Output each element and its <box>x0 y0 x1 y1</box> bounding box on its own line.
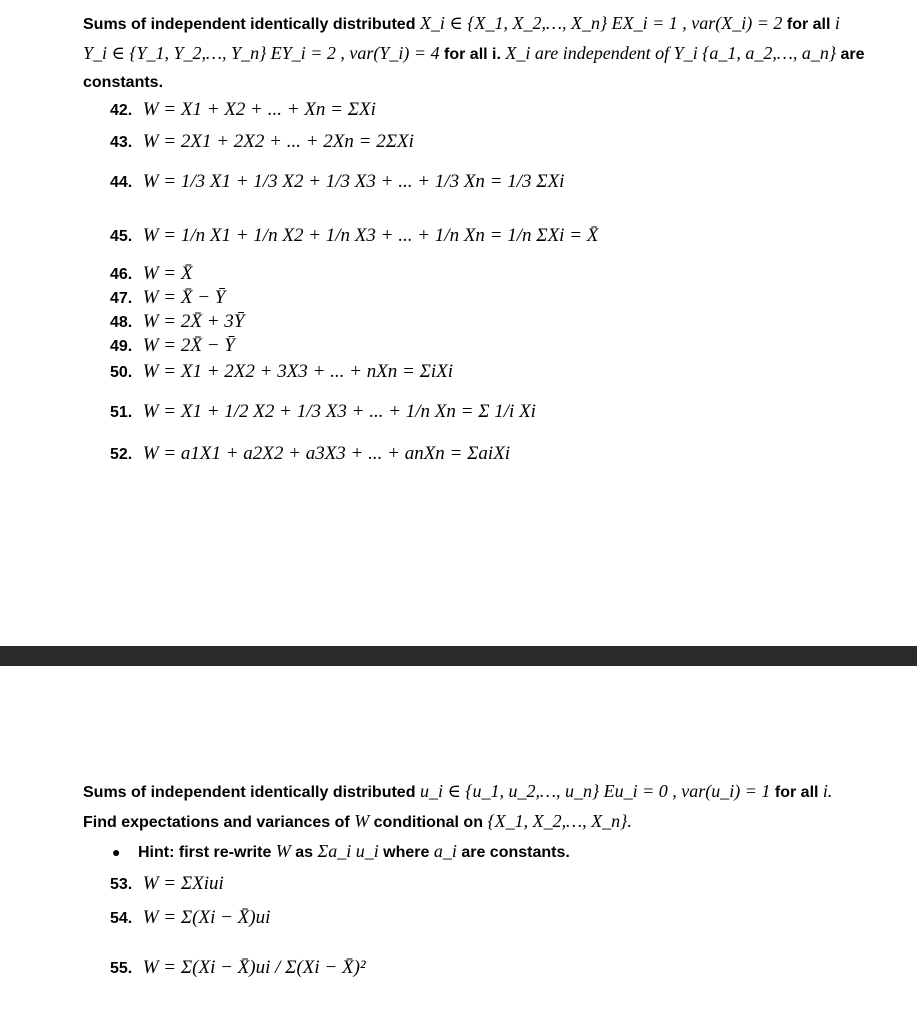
header-line-2 <box>83 42 865 66</box>
header-math: u_i ∈ {u_1, u_2,…, u_n} Eu_i = 0 , var(u_i) = 1 <box>419 781 771 801</box>
list-item <box>110 442 510 467</box>
list-item <box>110 310 244 335</box>
item-number: 50. <box>110 364 133 381</box>
item-formula: W = X̄ − Ȳ <box>142 287 226 308</box>
header-math: Y_i ∈ {Y_1, Y_2,…, Y_n} EY_i = 2 , var(Y_i) = 4 <box>83 43 440 63</box>
item-number: 55. <box>110 960 133 977</box>
header-math: {X_1, X_2,…, X_n}. <box>487 811 632 831</box>
header-math: W <box>354 811 370 831</box>
list-item <box>110 360 453 385</box>
item-formula: W = Σ(Xi − X̄)ui / Σ(Xi − X̄)² <box>142 957 366 978</box>
list-item <box>110 400 536 425</box>
list-item <box>110 262 192 287</box>
item-number: 47. <box>110 290 133 307</box>
header-text: for all i. <box>444 46 501 63</box>
section2-line-1 <box>83 780 832 804</box>
header-math: i. <box>822 781 833 801</box>
header-math: i <box>834 13 840 33</box>
list-item <box>110 334 235 359</box>
item-formula: W = 1/n X1 + 1/n X2 + 1/n X3 + ... + 1/n Xn = 1/n ΣXi = X̄ <box>142 225 599 246</box>
item-number: 43. <box>110 134 133 151</box>
item-number: 52. <box>110 446 133 463</box>
hint-text: Hint: first re-write <box>138 844 272 861</box>
list-item <box>110 130 414 155</box>
list-item <box>110 224 598 249</box>
hint-math: W <box>275 841 291 861</box>
header-line-1 <box>83 12 840 36</box>
page-divider <box>0 646 917 666</box>
item-number: 51. <box>110 404 133 421</box>
header-math: X_i ∈ {X_1, X_2,…, X_n} EX_i = 1 , var(X_i) = 2 <box>419 13 783 33</box>
item-formula: W = 2X1 + 2X2 + ... + 2Xn = 2ΣXi <box>142 131 414 152</box>
item-number: 45. <box>110 228 133 245</box>
list-item <box>110 872 224 897</box>
header-math: X_i are independent of Y_i <box>505 43 698 63</box>
bullet-icon: ● <box>112 844 121 860</box>
header-text: Find expectations and variances of <box>83 814 350 831</box>
item-number: 42. <box>110 102 133 119</box>
header-text: Sums of independent identically distributed <box>83 16 416 33</box>
list-item <box>110 98 376 123</box>
hint-text: as <box>295 844 314 861</box>
item-formula: W = a1X1 + a2X2 + a3X3 + ... + anXn = ΣaiXi <box>142 443 511 464</box>
item-formula: W = 1/3 X1 + 1/3 X2 + 1/3 X3 + ... + 1/3 Xn = 1/3 ΣXi <box>142 171 565 192</box>
header-text: for all <box>774 784 819 801</box>
item-number: 46. <box>110 266 133 283</box>
list-item <box>110 170 564 195</box>
header-text: are <box>840 46 865 63</box>
lower-page <box>0 666 917 1024</box>
item-formula: W = ΣXiui <box>142 873 224 894</box>
header-line-3 <box>83 72 163 94</box>
list-item <box>110 286 225 311</box>
header-text: Sums of independent identically distributed <box>83 784 416 801</box>
hint-math: a_i <box>433 841 457 861</box>
item-number: 48. <box>110 314 133 331</box>
hint-text: are constants. <box>461 844 570 861</box>
hint-text: where <box>383 844 430 861</box>
section2-line-2 <box>83 810 632 834</box>
item-formula: W = X1 + 1/2 X2 + 1/3 X3 + ... + 1/n Xn = Σ 1/i Xi <box>142 401 536 422</box>
item-formula: W = X1 + X2 + ... + Xn = ΣXi <box>142 99 376 120</box>
item-number: 54. <box>110 910 133 927</box>
header-text: conditional on <box>373 814 483 831</box>
item-formula: W = X1 + 2X2 + 3X3 + ... + nXn = ΣiXi <box>142 361 454 382</box>
header-math: {a_1, a_2,…, a_n} <box>702 43 837 63</box>
header-text: constants. <box>83 74 164 91</box>
item-formula: W = 2X̄ − Ȳ <box>142 335 235 356</box>
item-number: 49. <box>110 338 133 355</box>
item-number: 44. <box>110 174 133 191</box>
hint-line <box>138 840 570 864</box>
list-item <box>110 956 366 981</box>
hint-math: Σa_i u_i <box>317 841 379 861</box>
item-formula: W = 2X̄ + 3Ȳ <box>142 311 245 332</box>
header-text: for all <box>786 16 831 33</box>
item-number: 53. <box>110 876 133 893</box>
item-formula: W = X̄ <box>142 263 193 284</box>
item-formula: W = Σ(Xi − X̄)ui <box>142 907 271 928</box>
list-item <box>110 906 270 931</box>
